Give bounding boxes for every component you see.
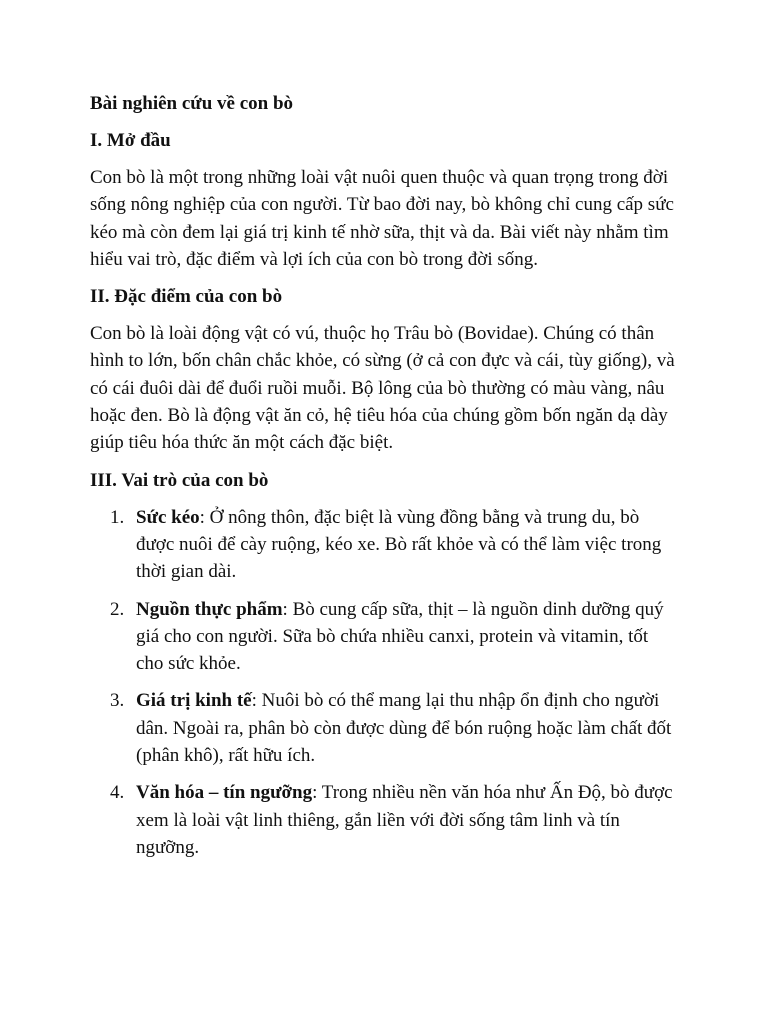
document-title: Bài nghiên cứu về con bò <box>90 93 294 114</box>
list-item <box>90 504 680 586</box>
list-item <box>90 687 680 769</box>
list-item-text: : Bò cung cấp sữa, thịt – là nguồn dinh dưỡng quý giá cho con người. Sữa bò chứa nhiều canxi, protein và vitamin, tốt cho sức khỏe. <box>136 598 664 675</box>
document-page <box>90 90 680 871</box>
list-item-term: Sức kéo <box>136 506 200 528</box>
list-item-number: 2. <box>110 598 125 620</box>
list-item-term: Văn hóa – tín ngưỡng <box>136 782 313 804</box>
section-heading-intro: I. Mở đầu <box>90 130 171 151</box>
roles-list <box>90 504 680 862</box>
list-item <box>90 779 680 861</box>
list-item-term: Giá trị kinh tế <box>136 690 252 712</box>
section-heading-roles: III. Vai trò của con bò <box>90 469 269 491</box>
list-item-number: 3. <box>110 690 125 712</box>
list-item-term: Nguồn thực phẩm <box>136 598 283 620</box>
list-item-text: : Trong nhiều nền văn hóa như Ấn Độ, bò được xem là loài vật linh thiêng, gắn liền với đời sống tâm linh và tín ngưỡng. <box>136 782 673 858</box>
list-item-text: : Nuôi bò có thể mang lại thu nhập ổn định cho người dân. Ngoài ra, phân bò còn được dùng để bón ruộng hoặc làm chất đốt (phân khô), rất hữu ích. <box>136 690 672 767</box>
section-paragraph-intro: Con bò là một trong những loài vật nuôi quen thuộc và quan trọng trong đời sống nông nghiệp của con người. Từ bao đời nay, bò không chỉ cung cấp sức kéo mà còn đem lại giá trị kinh tế nhờ sữa, thịt và da. Bài viết này nhằm tìm hiểu vai trò, đặc điểm và lợi ích của con bò trong đời sống. <box>90 167 674 270</box>
list-item <box>90 596 680 678</box>
list-item-number: 4. <box>110 782 125 804</box>
section-heading-characteristics: II. Đặc điểm của con bò <box>90 286 283 308</box>
list-item-number: 1. <box>110 506 125 528</box>
list-item-text: : Ở nông thôn, đặc biệt là vùng đồng bằng và trung du, bò được nuôi để cày ruộng, kéo xe. Bò rất khỏe và có thể làm việc trong thời gian dài. <box>136 506 662 583</box>
section-paragraph-characteristics: Con bò là loài động vật có vú, thuộc họ Trâu bò (Bovidae). Chúng có thân hình to lớn, bốn chân chắc khỏe, có sừng (ở cả con đực và cái, tùy giống), và có cái đuôi dài để đuổi ruồi muỗi. Bộ lông của bò thường có màu vàng, nâu hoặc đen. Bò là động vật ăn cỏ, hệ tiêu hóa của chúng gồm bốn ngăn dạ dày giúp tiêu hóa thức ăn một cách đặc biệt. <box>90 323 675 454</box>
